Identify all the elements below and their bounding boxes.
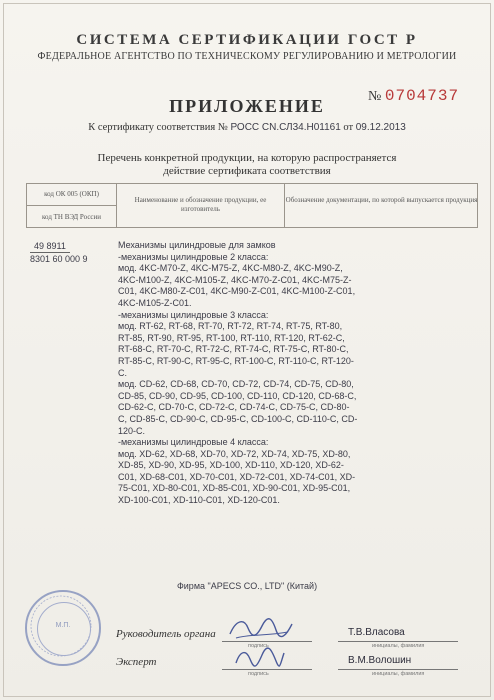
head-label: Руководитель органа [116, 628, 216, 640]
head-name-caption: инициалы, фамилия [372, 643, 425, 649]
product-codes [30, 240, 88, 265]
serial-value: 0704737 [384, 87, 460, 105]
serial-prefix: № [368, 89, 382, 104]
code-tnved-value: 8301 60 000 9 [30, 254, 88, 264]
header-code-okp: код ОК 005 (ОКП) [27, 184, 117, 206]
product-description: Механизмы цилиндровые для замков -механизмы цилиндровые 2 класса: мод. 4KC-M70-Z, 4KC-M75-Z, 4KC-M80-Z, 4KC-M90-Z, 4KC-M100-Z, 4KC-M105-Z, 4KC-M70-Z-C01, 4KC-M75-Z-C01, 4KC-M80-Z-C01, 4KC-M90-Z-C01, 4KC-M100-Z-C01, 4KC-M105-Z-C01. -механизмы цилиндровые 3 класса: мод. RT-62, RT-68, RT-70, RT-72, RT-74, RT-75, RT-80, RT-85, RT-90, RT-95, RT-100, RT-110, RT-120, RT-62-C, RT-68-C, RT-70-C, RT-72-C, RT-74-C, RT-75-C, RT-80-C, RT-85-C, RT-90-C, RT-95-C, RT-100-C, RT-110-C, RT-120-C. мод. CD-62, CD-68, CD-70, CD-72, CD-74, CD-75, CD-80, CD-85, CD-90, CD-95, CD-100, CD-110, CD-120, CD-68-C, CD-62-C, CD-70-C, CD-72-C, CD-74-C, CD-75-C, CD-80-C, CD-85-C, CD-90-C, CD-95-C, CD-100-C, CD-110-C, CD-120-C. -механизмы цилиндровые 4 класса: мод. XD-62, XD-68, XD-70, XD-72, XD-74, XD-75, XD-80, XD-85, XD-90, XD-95, XD-100, XD-110, XD-120, XD-62-C01, XD-68-C01, XD-70-C01, XD-72-C01, XD-74-C01, XD-75-C01, XD-80-C01, XD-85-C01, XD-90-C01, XD-95-C01, XD-100-C01, XD-110-C01, XD-120-C01. [118, 240, 358, 506]
code-okp-value: 49 8911 [30, 240, 70, 253]
header-product-name: Наименование и обозначение продукции, ее изготовитель [117, 184, 285, 228]
system-title: СИСТЕМА СЕРТИФИКАЦИИ ГОСТ Р [76, 32, 418, 48]
header-code-tnved: код ТН ВЭД России [27, 206, 117, 228]
head-signature-line [222, 641, 312, 642]
header-documentation: Обозначение документации, по которой выпускается продукция [285, 196, 478, 204]
head-sign-caption: подпись [248, 643, 269, 649]
expert-name-line [338, 669, 458, 670]
agency-title: ФЕДЕРАЛЬНОЕ АГЕНТСТВО ПО ТЕХНИЧЕСКОМУ РЕГУЛИРОВАНИЮ И МЕТРОЛОГИИ [37, 51, 457, 62]
expert-signature-line [222, 669, 312, 670]
certificate-prefix: К сертификату соответствия № [88, 122, 228, 133]
head-signature-icon [226, 614, 296, 644]
product-table-header [26, 183, 478, 228]
official-stamp [25, 590, 101, 666]
product-list-title-line2: действие сертификата соответствия [163, 165, 331, 177]
product-list-title [0, 152, 494, 178]
stamp-text: М.П. [55, 622, 71, 629]
certificate-date: 09.12.2013 [355, 122, 406, 133]
certificate-reference [0, 122, 494, 133]
expert-label: Эксперт [116, 656, 157, 668]
head-name: Т.В.Власова [348, 627, 405, 638]
manufacturer: Фирма "APECS CO., LTD" (Китай) [176, 581, 318, 591]
expert-name: В.М.Волошин [348, 655, 412, 666]
expert-name-caption: инициалы, фамилия [372, 671, 425, 677]
certificate-number: РОСС CN.СЛ34.Н01161 [230, 122, 341, 133]
expert-sign-caption: подпись [248, 671, 269, 677]
head-name-line [338, 641, 458, 642]
product-list-title-line1: Перечень конкретной продукции, на которую распространяется [97, 152, 397, 164]
certificate-date-prefix: от [343, 122, 354, 133]
appendix-title: ПРИЛОЖЕНИЕ [169, 96, 325, 116]
stamp-inner-ring [37, 602, 91, 656]
